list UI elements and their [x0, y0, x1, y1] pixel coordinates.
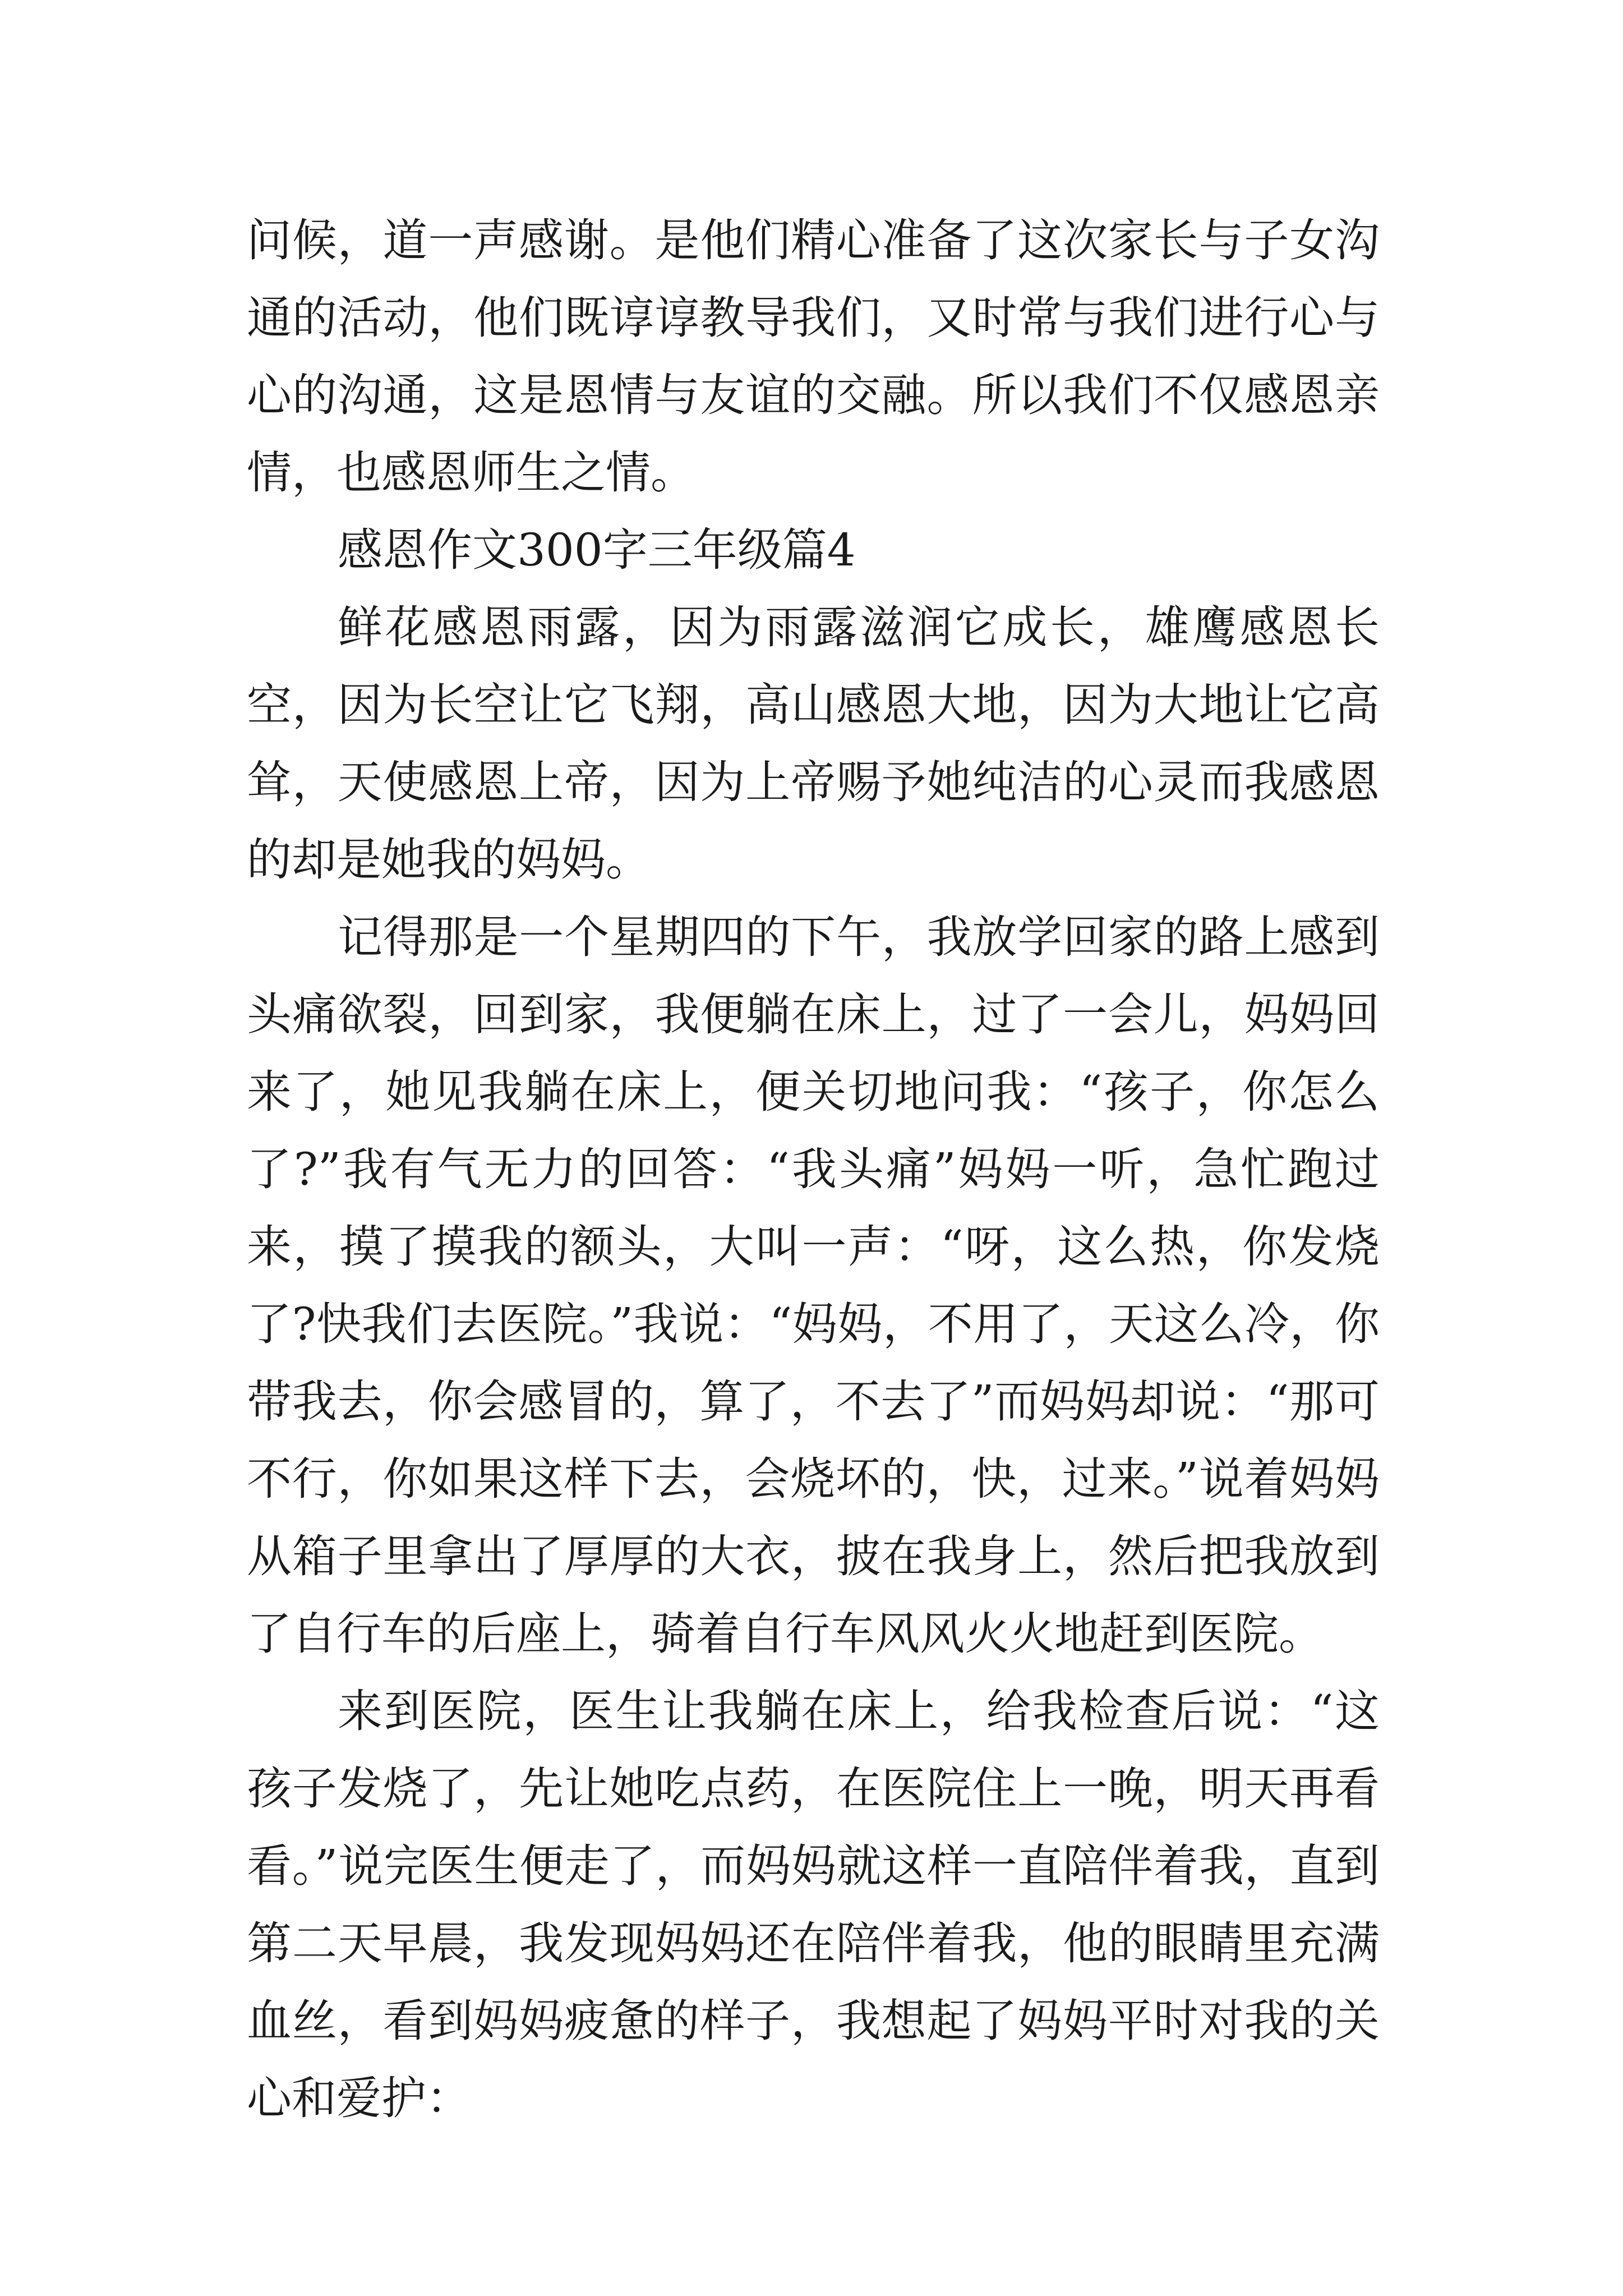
section-heading: 感恩作文300字三年级篇4: [338, 524, 856, 576]
paragraph-continuation: 问候，道一声感谢。是他们精心准备了这次家长与子女沟通的活动，他们既谆谆教导我们，又时常与我们进行心与心的沟通，这是恩情与友谊的交融。所以我们不仅感恩亲情，也感恩师生之情。: [247, 214, 1380, 499]
document-body: [247, 202, 1380, 2137]
paragraph-2: 记得那是一个星期四的下午，我放学回家的路上感到头痛欲裂，回到家，我便躺在床上，过了一会儿，妈妈回来了，她见我躺在床上，便关切地问我：“孩子，你怎么了?”我有气无力的回答：“我头痛”妈妈一听，急忙跑过来，摸了摸我的额头，大叫一声：“呀，这么热，你发烧了?快我们去医院。”我说：“妈妈，不用了，天这么冷，你带我去，你会感冒的，算了，不去了”而妈妈却说：“那可不行，你如果这样下去，会烧坏的，快，过来。”说着妈妈从箱子里拿出了厚厚的大衣，披在我身上，然后把我放到了自行车的后座上，骑着自行车风风火火地赶到医院。: [247, 911, 1380, 1660]
paragraph-3: 来到医院，医生让我躺在床上，给我检查后说：“这孩子发烧了，先让她吃点药，在医院住上一晚，明天再看看。”说完医生便走了，而妈妈就这样一直陪伴着我，直到第二天早晨，我发现妈妈还在陪伴着我，他的眼睛里充满血丝，看到妈妈疲惫的样子，我想起了妈妈平时对我的关心和爱护：: [247, 1685, 1380, 2124]
paragraph-1: 鲜花感恩雨露，因为雨露滋润它成长，雄鹰感恩长空，因为长空让它飞翔，高山感恩大地，因为大地让它高耸，天使感恩上帝，因为上帝赐予她纯洁的心灵而我感恩的却是她我的妈妈。: [247, 601, 1380, 886]
